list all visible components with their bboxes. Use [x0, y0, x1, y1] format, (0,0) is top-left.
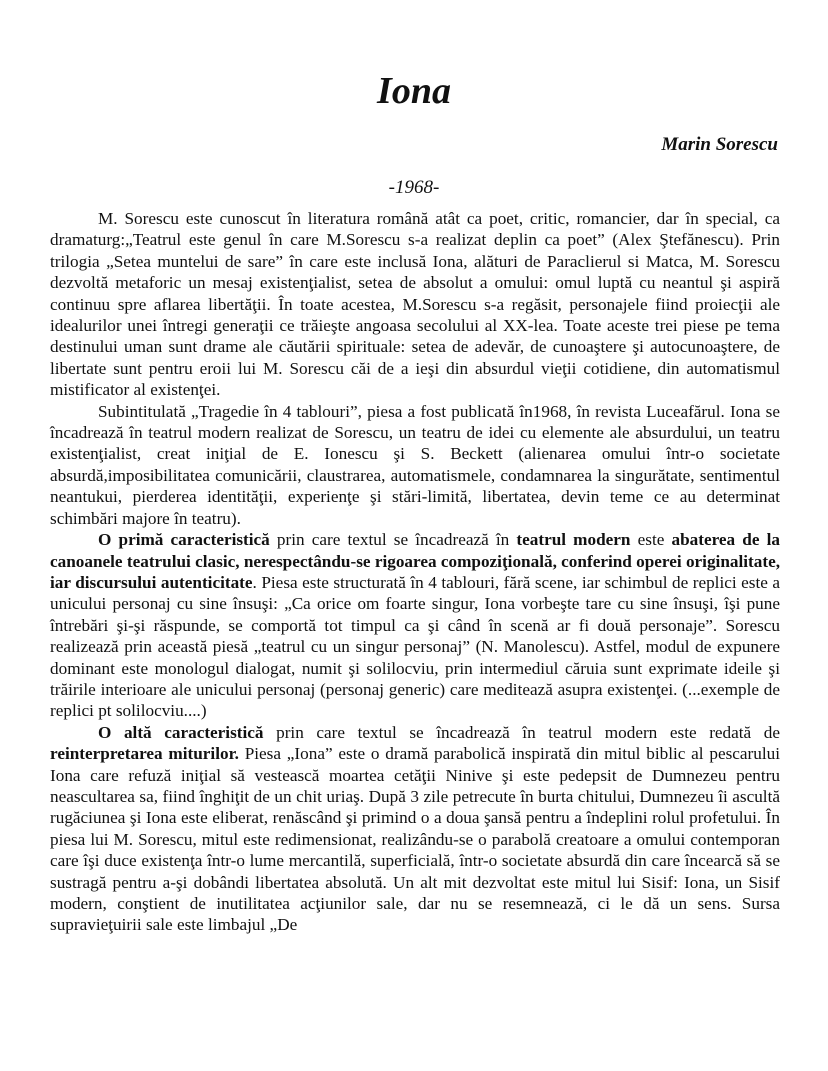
bold-phrase: O primă caracteristică	[98, 530, 270, 550]
paragraph-text: prin care textul se încadrează în teatrul modern este redată de	[263, 722, 780, 742]
paragraph-subtitle	[50, 401, 780, 529]
author-name: Marin Sorescu	[661, 134, 778, 155]
publication-year: -1968-	[388, 177, 440, 198]
paragraph-text: . Piesa este structurată în 4 tablouri, fără scene, iar schimbul de replici este a unicului personaj cu sine însuşi: „Ca orice om foarte singur, Iona vorbeşte tare cu sine însuşi, îşi pune întrebări şi-şi răspunde, se comportă tot timpul ca şi când în scenă ar fi două personaje”. Sorescu realizează prin această piesă „teatrul cu un singur personaj” (N. Manolescu). Astfel, modul de expunere dominant este monologul dialogat, numit şi solilocviu, prin intermediul căruia sunt exprimate ideile şi trăirile interioare ale unicului personaj (personaj generic) care meditează asupra existenţei. (...exemple de replici pt solilocviu....)	[50, 572, 780, 721]
bold-phrase: abaterea de la canoanele teatrului clasic, nerespectându-se rigoarea compoziţională, conferind operei originalitate, iar discursului autenticitate	[50, 530, 781, 592]
bold-phrase: teatrul modern	[516, 530, 631, 550]
paragraph-first-characteristic	[50, 529, 780, 722]
paragraph-text: M. Sorescu este cunoscut în literatura română atât ca poet, critic, romancier, dar în special, ca dramaturg:„Teatrul este genul în care M.Sorescu s-a realizat deplin ca poet” (Alex Ştefănescu). Prin trilogia „Setea muntelui de sare” în care este inclusă Iona, alături de Paraclierul si Matca, M. Sorescu dezvoltă metaforic un mesaj existenţialist, setea de absolut a omului: omul luptă cu neantul şi aspiră continuu spre aflarea libertăţii. În toate acestea, M.Sorescu s-a regăsit, personajele fiind proiecţii ale idealurilor unei întregi generaţii ce trăieşte angoasa secolului al XX-lea. Toate aceste trei piese pe tema destinului uman sunt drame ale căutării spirituale: setea de adevăr, de cunoaştere şi autocunoaştere, de libertate sunt pentru eroii lui M. Sorescu căi de a ieşi din absurdul vieţii cotidiene, din automatismul mistificator al existenţei.	[50, 209, 780, 400]
paragraph-intro	[50, 208, 780, 401]
paragraph-text: prin care textul se încadrează în	[269, 530, 517, 550]
paragraph-text: Piesa „Iona” este o dramă parabolică inspirată din mitul biblic al pescarului Iona care refuză iniţial să vestească moartea cetăţii Ninive şi este pedepsit de Dumnezeu pentru neascultarea sa, fiind înghiţit de un chit uriaş. După 3 zile petrecute în burta chitului, Dumnezeu îi ascultă rugăciunea şi Iona este eliberat, renăscând şi primind o a doua şansă pentru a îndeplini rolul profetului. În piesa lui M. Sorescu, mitul este redimensionat, realizându-se o parabolă creatoare a omului contemporan care îşi duce existenţa într-o lume mercantilă, superficială, într-o societate absurdă din care încearcă să se sustragă pentru a-şi dobândi libertatea absolută. Un alt mit dezvoltat este mitul lui Sisif: Iona, un Sisif modern, conştient de inutilitatea acţiunilor sale, dar nu se resemnează, ci le dă un sens. Sursa supravieţuirii sale este limbajul „De	[50, 744, 780, 935]
bold-phrase: reinterpretarea miturilor.	[50, 744, 239, 764]
bold-phrase: O altă caracteristică	[98, 722, 264, 742]
paragraph-second-characteristic	[50, 722, 780, 936]
paragraph-text: Subintitulată „Tragedie în 4 tablouri”, piesa a fost publicată în1968, în revista Luceafărul. Iona se încadrează în teatrul modern realizat de Sorescu, un teatru de idei cu elemente ale absurdului, un teatru existenţialist, creat iniţial de E. Ionescu şi S. Beckett (alienarea omului într-o societate absurdă,imposibilitatea comunicării, claustrarea, automatismele, condamnarea la singurătate, sentimentul neantukui, pierderea identităţii, experienţe şi stări-limită, libertatea, devin teme ce au determinat schimbări majore în teatru).	[50, 401, 780, 528]
document-title: Iona	[377, 70, 451, 112]
paragraph-text: este	[630, 530, 672, 550]
document-body	[50, 208, 780, 936]
